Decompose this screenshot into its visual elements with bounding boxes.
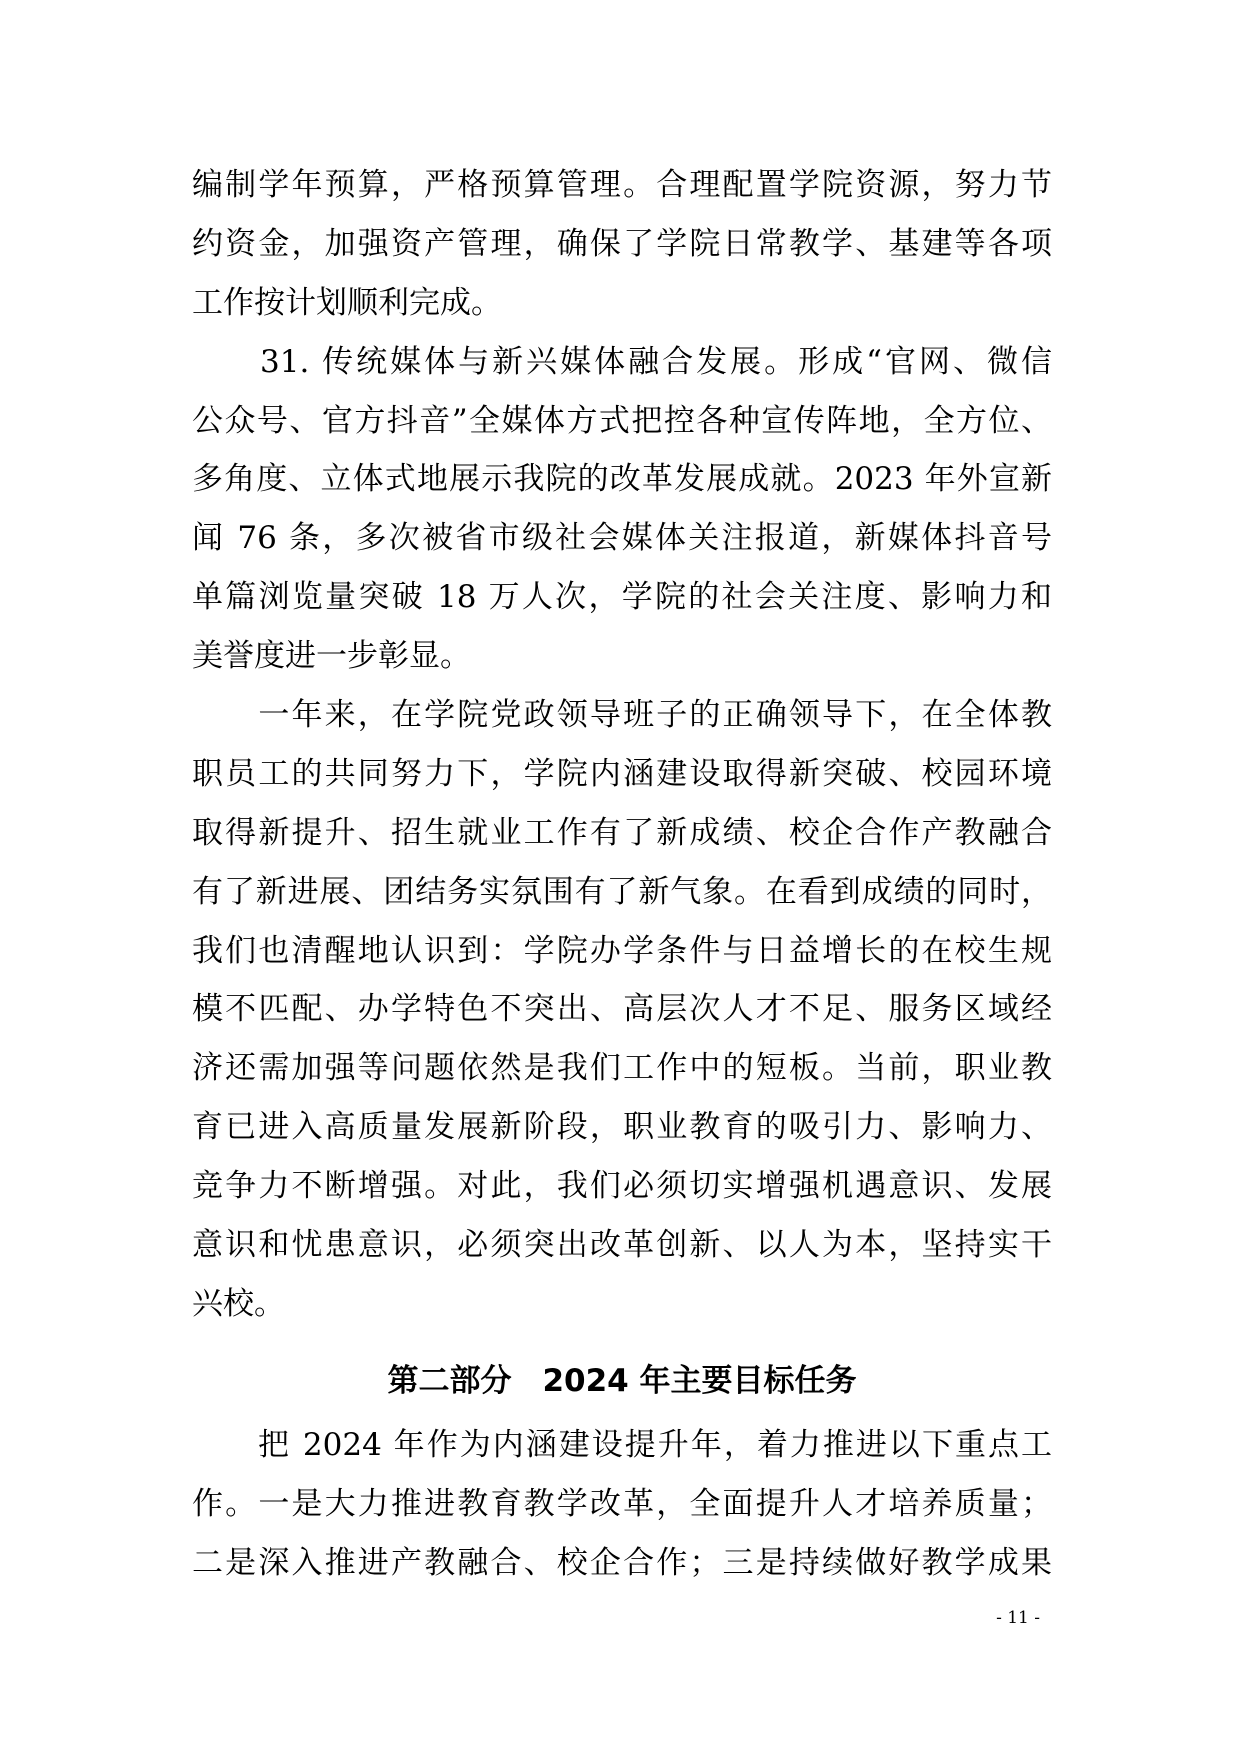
page-number: - 11 - [996,1608,1040,1628]
text-line: 兴校。 [192,1285,285,1322]
text-line: 有了新进展、团结务实氛围有了新气象。在看到成绩的同时， [192,873,1052,910]
text-line: 单篇浏览量突破 18 万人次，学院的社会关注度、影响力和 [192,579,1052,616]
text-line: 竞争力不断增强。对此，我们必须切实增强机遇意识、发展 [192,1168,1052,1205]
text-line: 模不匹配、办学特色不突出、高层次人才不足、服务区域经 [192,991,1052,1028]
section-heading: 第二部分 2024 年主要目标任务 [387,1362,857,1399]
text-line: 闻 76 条，多次被省市级社会媒体关注报道，新媒体抖音号 [192,520,1052,557]
body-text [192,156,1052,1592]
text-line: 约资金，加强资产管理，确保了学院日常教学、基建等各项 [192,225,1052,262]
text-line: 二是深入推进产教融合、校企合作；三是持续做好教学成果 [192,1544,1052,1581]
text-line: 编制学年预算，严格预算管理。合理配置学院资源，努力节 [192,167,1052,203]
text-line: 31. 传统媒体与新兴媒体融合发展。形成“官网、微信 [192,343,1052,380]
text-line: 多角度、立体式地展示我院的改革发展成就。2023 年外宣新 [192,461,1052,498]
text-line: 一年来，在学院党政领导班子的正确领导下，在全体教 [192,697,1052,734]
text-line: 作。一是大力推进教育教学改革，全面提升人才培养质量； [192,1485,1052,1522]
text-line: 意识和忧患意识，必须突出改革创新、以人为本，坚持实干 [192,1227,1052,1264]
text-line: 济还需加强等问题依然是我们工作中的短板。当前，职业教 [192,1050,1052,1087]
text-section-after-heading [192,1416,1052,1593]
text-line: 育已进入高质量发展新阶段，职业教育的吸引力、影响力、 [192,1109,1052,1146]
text-line: 我们也清醒地认识到：学院办学条件与日益增长的在校生规 [192,932,1052,969]
text-line: 工作按计划顺利完成。 [192,284,502,321]
text-line: 把 2024 年作为内涵建设提升年，着力推进以下重点工 [192,1426,1052,1463]
text-section-before-heading [192,156,1052,1334]
text-line: 职员工的共同努力下，学院内涵建设取得新突破、校园环境 [192,755,1052,792]
text-line: 美誉度进一步彰显。 [192,638,471,675]
text-line: 取得新提升、招生就业工作有了新成绩、校企合作产教融合 [192,814,1052,851]
text-line: 公众号、官方抖音”全媒体方式把控各种宣传阵地，全方位、 [192,402,1052,439]
